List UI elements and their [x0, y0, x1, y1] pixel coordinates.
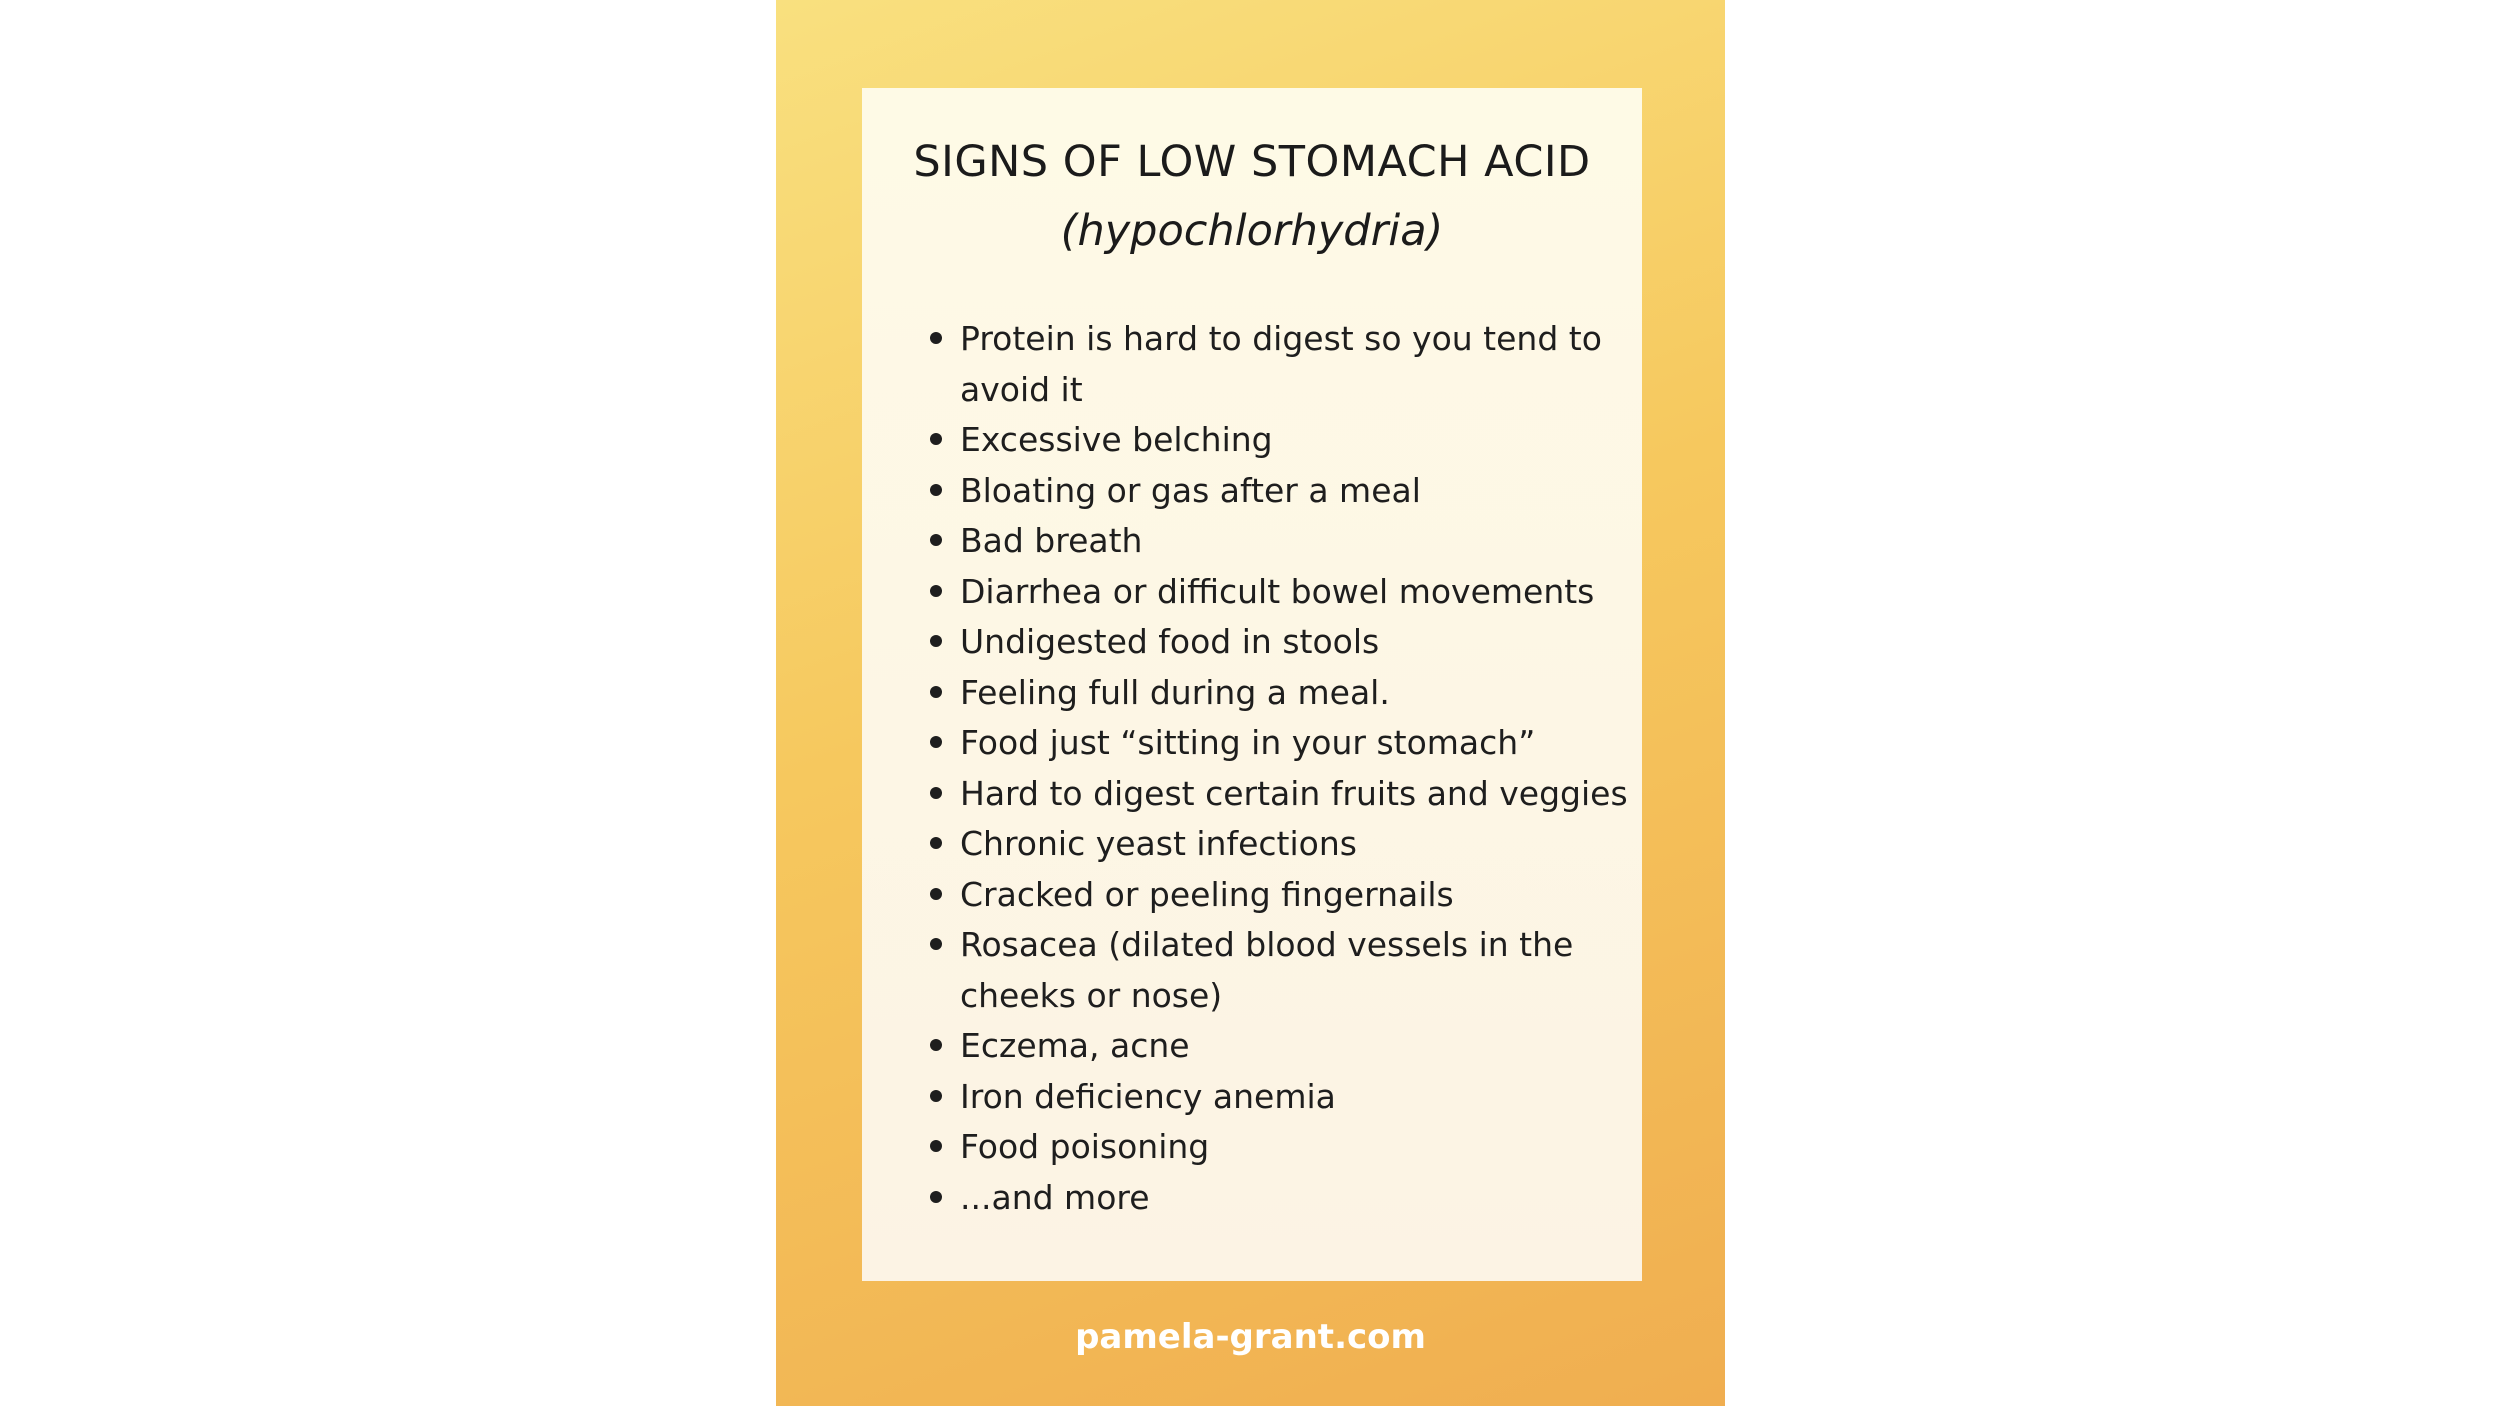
- bullet-icon: [930, 1039, 942, 1051]
- list-item-text: Excessive belching: [960, 420, 1273, 459]
- bullet-icon: [930, 635, 942, 647]
- list-item-text: Hard to digest certain fruits and veggies: [960, 773, 1628, 813]
- bullet-icon: [930, 787, 942, 799]
- list-item-text: Eczema, acne: [960, 1026, 1190, 1065]
- poster-background: [776, 0, 1725, 1406]
- bullet-icon: [930, 888, 942, 900]
- list-item: [930, 415, 1630, 466]
- list-item: [930, 668, 1630, 719]
- list-item: [930, 819, 1630, 870]
- bullet-icon: [930, 1140, 942, 1152]
- list-item-text: Iron deficiency anemia: [960, 1076, 1336, 1116]
- info-card: [862, 88, 1642, 1281]
- bullet-icon: [930, 585, 942, 597]
- list-item-text: Chronic yeast infections: [960, 824, 1357, 863]
- bullet-icon: [930, 433, 942, 445]
- list-item-text: Rosacea (dilated blood vessels in the cheeks or nose): [960, 925, 1574, 1015]
- list-item-text: Food poisoning: [960, 1127, 1210, 1166]
- list-item: [930, 718, 1630, 769]
- list-item: [930, 314, 1630, 415]
- bullet-icon: [930, 938, 942, 950]
- list-item: [930, 1173, 1630, 1224]
- website-link[interactable]: pamela-grant.com: [1075, 1317, 1426, 1357]
- list-item: [930, 769, 1630, 820]
- list-item: [930, 617, 1630, 668]
- list-item: [930, 870, 1630, 921]
- bullet-icon: [930, 837, 942, 849]
- list-item-text: ...and more: [960, 1177, 1150, 1217]
- card-title: SIGNS OF LOW STOMACH ACID: [913, 137, 1591, 187]
- bullet-icon: [930, 484, 942, 496]
- bullet-icon: [930, 332, 942, 344]
- list-item-text: Undigested food in stools: [960, 622, 1380, 661]
- bullet-icon: [930, 534, 942, 546]
- list-item-text: Bad breath: [960, 521, 1143, 560]
- list-item: [930, 466, 1630, 517]
- list-item-text: Cracked or peeling fingernails: [960, 874, 1454, 914]
- list-item-text: Bloating or gas after a meal: [960, 470, 1421, 510]
- bullet-icon: [930, 1191, 942, 1203]
- list-item-text: Diarrhea or difficult bowel movements: [960, 571, 1595, 611]
- bullet-icon: [930, 686, 942, 698]
- list-item: [930, 1122, 1630, 1173]
- list-item-text: Protein is hard to digest so you tend to avoid it: [960, 319, 1602, 409]
- list-item: [930, 1072, 1630, 1123]
- list-item: [930, 516, 1630, 567]
- list-item: [930, 920, 1630, 1021]
- list-item-text: Food just “sitting in your stomach”: [960, 723, 1536, 762]
- bullet-icon: [930, 1090, 942, 1102]
- card-subtitle: (hypochlorhydria): [1060, 206, 1444, 256]
- list-item: [930, 1021, 1630, 1072]
- bullet-icon: [930, 736, 942, 748]
- list-item-text: Feeling full during a meal.: [960, 672, 1390, 712]
- list-item: [930, 567, 1630, 618]
- signs-list: [930, 314, 1630, 1223]
